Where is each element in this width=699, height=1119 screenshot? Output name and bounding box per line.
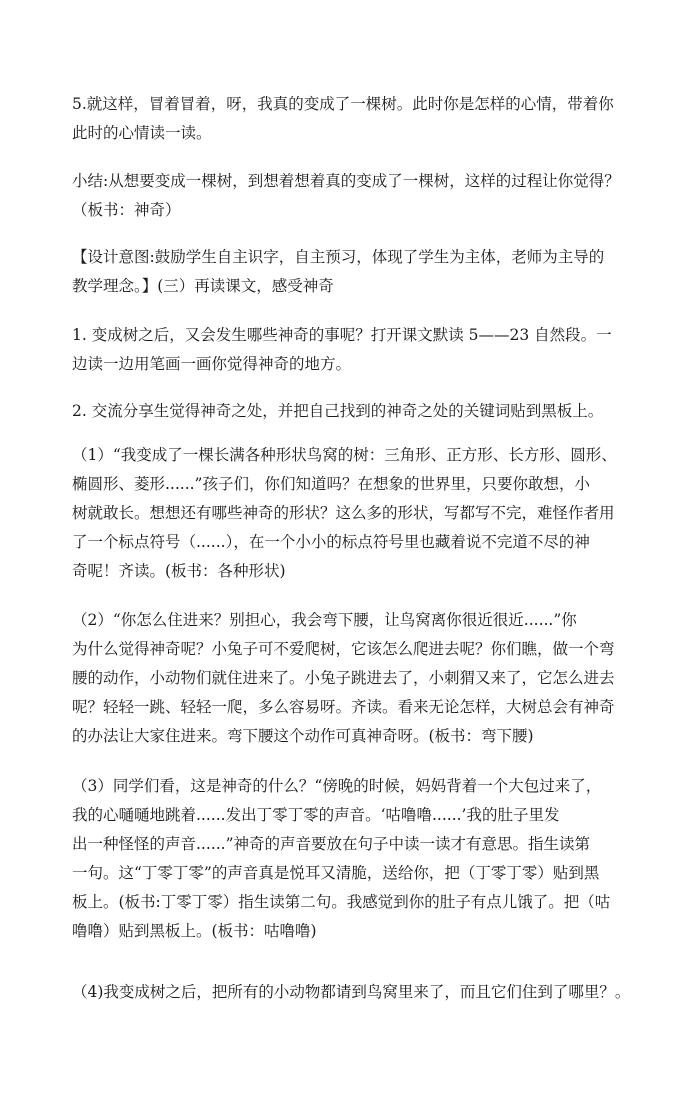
text-line: 边读一边用笔画一画你觉得神奇的地方。 (72, 355, 352, 373)
text-line: 板上。(板书:丁零丁零）指生读第二句。我感觉到你的肚子有点儿饿了。把（咕 (72, 893, 611, 911)
text-line: 教学理念。】(三）再读课文，感受神奇 (72, 277, 334, 295)
paragraph-design-intent (72, 243, 657, 301)
text-line: 1. 变成树之后，又会发生哪些神奇的事呢？打开课文默读 5——23 自然段。一 (72, 326, 612, 344)
paragraph-summary (72, 167, 657, 225)
text-line: 5.就这样，冒着冒着，呀，我真的变成了一棵树。此时你是怎样的心情，带着你 (72, 95, 614, 113)
text-line: 此时的心情读一读。 (72, 124, 212, 142)
text-line: （板书：神奇） (72, 201, 181, 219)
paragraph-item-2 (72, 606, 657, 751)
paragraph-step-5 (72, 90, 657, 148)
text-line: （4)我变成树之后，把所有的小动物都请到鸟窝里来了，而且它们住到了哪里？。 (72, 983, 631, 1001)
text-line: 奇呢！齐读。(板书：各种形状) (72, 562, 286, 580)
text-line: 的办法让大家住进来。弯下腰这个动作可真神奇呀。(板书：弯下腰) (72, 727, 534, 745)
text-line: （3）同学们看，这是神奇的什么？“傍晚的时候，妈妈背着一个大包过来了， (72, 777, 602, 795)
text-line: 小结:从想要变成一棵树，到想着想着真的变成了一棵树，这样的过程让你觉得？ (72, 172, 620, 190)
text-line: 树就敢长。想想还有哪些神奇的形状？这么多的形状，写都写不完，难怪作者用 (72, 504, 615, 522)
paragraph-step-2 (72, 397, 657, 426)
paragraph-item-1 (72, 441, 657, 586)
text-line: 腰的动作，小动物们就住进来了。小兔子跳进去了，小刺猬又来了，它怎么进去 (72, 669, 615, 687)
paragraph-item-3 (72, 772, 657, 946)
text-line: 【设计意图:鼓励学生自主识字，自主预习，体现了学生为主体，老师为主导的 (72, 248, 605, 266)
text-line: 呢？轻轻一跳、轻轻一爬，多么容易呀。齐读。看来无论怎样，大树总会有神奇 (72, 698, 615, 716)
text-line: 椭圆形、菱形......”孩子们，你们知道吗？在想象的世界里，只要你敢想，小 (72, 475, 590, 493)
text-line: 2. 交流分享生觉得神奇之处，并把自己找到的神奇之处的关键词贴到黑板上。 (72, 402, 604, 420)
text-line: （2）“你怎么住进来？别担心，我会弯下腰，让鸟窝离你很近很近......”你 (72, 611, 577, 629)
text-line: 为什么觉得神奇呢？小兔子可不爱爬树，它该怎么爬进去呢？你们瞧，做一个弯 (72, 640, 615, 658)
text-line: 一句。这“丁零丁零”的声音真是悦耳又清脆，送给你，把（丁零丁零）贴到黑 (72, 864, 600, 882)
paragraph-item-4 (72, 978, 657, 1007)
paragraph-step-1 (72, 321, 657, 379)
text-line: 出一种怪怪的声音......”神奇的声音要放在句子中读一读才有意思。指生读第 (72, 835, 590, 853)
text-line: 了一个标点符号（......），在一个小小的标点符号里也藏着说不完道不尽的神 (72, 533, 590, 551)
text-line: （1）“我变成了一棵长满各种形状鸟窝的树：三角形、正方形、长方形、圆形、 (72, 446, 617, 464)
text-line: 我的心嗵嗵地跳着......发出丁零丁零的声音。‘咕噜噜......’我的肚子里发 (72, 806, 560, 824)
text-line: 噜噜）贴到黑板上。(板书：咕噜噜) (72, 922, 317, 940)
